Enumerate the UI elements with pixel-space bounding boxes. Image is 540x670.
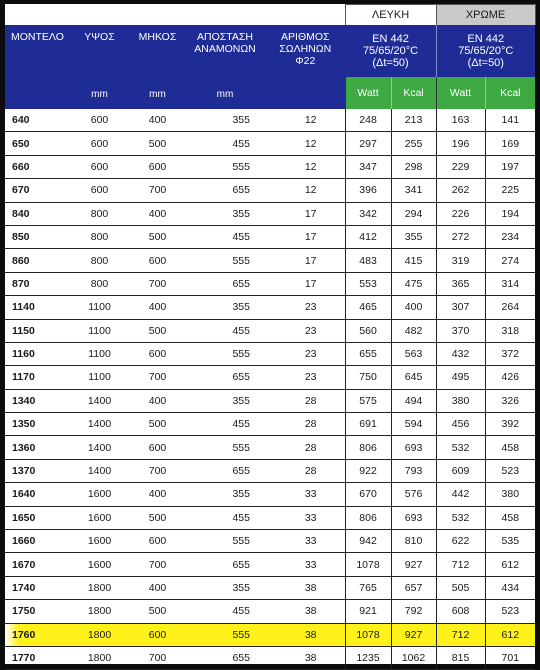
tubes-cell: 23 <box>266 296 345 319</box>
height-unit: mm <box>68 77 131 109</box>
chrome-watt-cell: 226 <box>436 202 485 225</box>
length-cell: 600 <box>131 436 184 459</box>
chrome-kcal-cell: 434 <box>485 576 535 599</box>
model-cell: 1650 <box>5 506 68 529</box>
white-kcal-cell: 475 <box>391 272 436 295</box>
tubes-cell: 17 <box>266 249 345 272</box>
tubes-cell: 33 <box>266 483 345 506</box>
tubes-cell: 17 <box>266 225 345 248</box>
model-cell: 1370 <box>5 459 68 482</box>
tubes-cell: 23 <box>266 342 345 365</box>
chrome-kcal-cell: 523 <box>485 459 535 482</box>
chrome-kcal-cell: 141 <box>485 109 535 132</box>
height-cell: 1100 <box>68 296 131 319</box>
chrome-watt-cell: 319 <box>436 249 485 272</box>
distance-cell: 455 <box>184 319 266 342</box>
tubes-cell: 12 <box>266 155 345 178</box>
chrome-kcal-cell: 458 <box>485 506 535 529</box>
height-cell: 1400 <box>68 389 131 412</box>
length-cell: 700 <box>131 459 184 482</box>
tubes-cell: 28 <box>266 389 345 412</box>
tubes-header <box>266 25 345 77</box>
white-norm-line2: 75/65/20°C <box>362 45 419 57</box>
chrome-watt-cell: 442 <box>436 483 485 506</box>
height-cell: 1100 <box>68 366 131 389</box>
white-watt-cell: 921 <box>345 600 391 623</box>
table-row <box>5 576 535 599</box>
white-watt-cell: 765 <box>345 576 391 599</box>
distance-cell: 655 <box>184 179 266 202</box>
length-cell: 400 <box>131 483 184 506</box>
length-cell: 500 <box>131 132 184 155</box>
chrome-norm-line2: 75/65/20°C <box>458 45 514 57</box>
height-header: ΥΨΟΣ <box>68 25 131 77</box>
chrome-watt-cell: 532 <box>436 506 485 529</box>
model-cell: 1640 <box>5 483 68 506</box>
chrome-watt-cell: 815 <box>436 646 485 669</box>
chrome-watt-cell: 229 <box>436 155 485 178</box>
white-watt-cell: 670 <box>345 483 391 506</box>
tubes-cell: 38 <box>266 600 345 623</box>
white-kcal-cell: 1062 <box>391 646 436 669</box>
tubes-cell: 23 <box>266 366 345 389</box>
white-kcal-cell: 255 <box>391 132 436 155</box>
height-cell: 1600 <box>68 483 131 506</box>
table-row <box>5 436 535 459</box>
height-cell: 600 <box>68 155 131 178</box>
length-cell: 500 <box>131 600 184 623</box>
table-row <box>5 342 535 365</box>
white-watt-cell: 248 <box>345 109 391 132</box>
table-row <box>5 319 535 342</box>
table-row <box>5 179 535 202</box>
units-header-row <box>5 77 535 109</box>
white-watt-cell: 942 <box>345 530 391 553</box>
tubes-cell: 38 <box>266 646 345 669</box>
distance-cell: 555 <box>184 530 266 553</box>
chrome-kcal-unit: Kcal <box>485 77 535 109</box>
table-row <box>5 506 535 529</box>
radiator-spec-table <box>5 4 536 670</box>
white-watt-cell: 465 <box>345 296 391 319</box>
white-kcal-cell: 341 <box>391 179 436 202</box>
tubes-header-line2: ΣΩΛΗΝΩΝ <box>279 43 332 55</box>
model-cell: 660 <box>5 155 68 178</box>
tubes-cell: 38 <box>266 576 345 599</box>
white-kcal-cell: 400 <box>391 296 436 319</box>
white-kcal-cell: 927 <box>391 623 436 646</box>
tubes-header-line1: ΑΡΙΘΜΟΣ <box>281 31 330 43</box>
chrome-norm-line3: (Δt=50) <box>467 57 504 69</box>
chrome-watt-cell: 163 <box>436 109 485 132</box>
length-cell: 500 <box>131 506 184 529</box>
chrome-norm-header <box>436 25 535 77</box>
length-cell: 400 <box>131 389 184 412</box>
white-watt-cell: 1235 <box>345 646 391 669</box>
model-cell: 650 <box>5 132 68 155</box>
white-kcal-cell: 594 <box>391 413 436 436</box>
tubes-cell: 12 <box>266 132 345 155</box>
length-cell: 700 <box>131 366 184 389</box>
distance-cell: 555 <box>184 623 266 646</box>
white-watt-cell: 297 <box>345 132 391 155</box>
distance-cell: 355 <box>184 202 266 225</box>
length-cell: 500 <box>131 225 184 248</box>
table-row <box>5 272 535 295</box>
chrome-kcal-cell: 194 <box>485 202 535 225</box>
chrome-kcal-cell: 380 <box>485 483 535 506</box>
distance-cell: 455 <box>184 132 266 155</box>
model-cell: 640 <box>5 109 68 132</box>
chrome-kcal-cell: 426 <box>485 366 535 389</box>
height-cell: 1600 <box>68 506 131 529</box>
height-cell: 600 <box>68 179 131 202</box>
white-watt-cell: 1078 <box>345 623 391 646</box>
table-body <box>5 109 535 670</box>
white-watt-cell: 342 <box>345 202 391 225</box>
model-cell: 860 <box>5 249 68 272</box>
length-unit: mm <box>131 77 184 109</box>
white-kcal-cell: 810 <box>391 530 436 553</box>
height-cell: 1800 <box>68 623 131 646</box>
model-cell: 1670 <box>5 553 68 576</box>
model-cell: 1750 <box>5 600 68 623</box>
table-row <box>5 296 535 319</box>
distance-cell: 355 <box>184 576 266 599</box>
tubes-cell: 12 <box>266 179 345 202</box>
chrome-kcal-cell: 458 <box>485 436 535 459</box>
chrome-watt-cell: 365 <box>436 272 485 295</box>
distance-cell: 455 <box>184 506 266 529</box>
chrome-kcal-cell: 326 <box>485 389 535 412</box>
white-kcal-cell: 482 <box>391 319 436 342</box>
table-row <box>5 553 535 576</box>
table-row <box>5 600 535 623</box>
table-row <box>5 225 535 248</box>
length-header: ΜΗΚΟΣ <box>131 25 184 77</box>
distance-cell: 655 <box>184 366 266 389</box>
chrome-kcal-cell: 264 <box>485 296 535 319</box>
model-header: ΜΟΝΤΕΛΟ <box>5 25 68 77</box>
white-watt-cell: 691 <box>345 413 391 436</box>
white-kcal-cell: 415 <box>391 249 436 272</box>
white-kcal-cell: 355 <box>391 225 436 248</box>
distance-cell: 355 <box>184 296 266 319</box>
length-cell: 400 <box>131 109 184 132</box>
tubes-cell: 23 <box>266 319 345 342</box>
table-row <box>5 155 535 178</box>
chrome-watt-cell: 712 <box>436 553 485 576</box>
white-watt-cell: 412 <box>345 225 391 248</box>
chrome-kcal-cell: 701 <box>485 646 535 669</box>
distance-cell: 355 <box>184 389 266 412</box>
distance-cell: 455 <box>184 225 266 248</box>
distance-cell: 555 <box>184 436 266 459</box>
height-cell: 1100 <box>68 319 131 342</box>
white-watt-cell: 806 <box>345 506 391 529</box>
white-watt-cell: 806 <box>345 436 391 459</box>
white-kcal-cell: 792 <box>391 600 436 623</box>
chrome-kcal-cell: 314 <box>485 272 535 295</box>
length-cell: 400 <box>131 576 184 599</box>
chrome-group-label: ΧΡΩΜΕ <box>436 5 535 26</box>
spec-sheet <box>5 4 535 664</box>
table-row <box>5 530 535 553</box>
height-cell: 1600 <box>68 553 131 576</box>
model-cell: 1770 <box>5 646 68 669</box>
chrome-kcal-cell: 392 <box>485 413 535 436</box>
chrome-kcal-cell: 612 <box>485 623 535 646</box>
tubes-cell: 33 <box>266 506 345 529</box>
length-cell: 600 <box>131 342 184 365</box>
chrome-watt-cell: 532 <box>436 436 485 459</box>
tubes-cell: 17 <box>266 202 345 225</box>
distance-cell: 355 <box>184 483 266 506</box>
tubes-cell: 28 <box>266 459 345 482</box>
distance-header-line2: ΑΝΑΜΟΝΩΝ <box>194 43 256 55</box>
chrome-kcal-cell: 169 <box>485 132 535 155</box>
white-watt-cell: 575 <box>345 389 391 412</box>
chrome-kcal-cell: 523 <box>485 600 535 623</box>
chrome-watt-cell: 609 <box>436 459 485 482</box>
white-watt-cell: 560 <box>345 319 391 342</box>
table-row <box>5 389 535 412</box>
distance-cell: 655 <box>184 459 266 482</box>
white-watt-cell: 922 <box>345 459 391 482</box>
length-cell: 700 <box>131 646 184 669</box>
model-cell: 1150 <box>5 319 68 342</box>
white-kcal-cell: 693 <box>391 436 436 459</box>
chrome-watt-cell: 380 <box>436 389 485 412</box>
white-watt-cell: 1078 <box>345 553 391 576</box>
white-kcal-cell: 298 <box>391 155 436 178</box>
model-cell: 670 <box>5 179 68 202</box>
length-cell: 400 <box>131 202 184 225</box>
tubes-header-line3: Φ22 <box>295 55 316 67</box>
length-cell: 600 <box>131 249 184 272</box>
height-cell: 1800 <box>68 646 131 669</box>
chrome-watt-cell: 495 <box>436 366 485 389</box>
distance-cell: 655 <box>184 272 266 295</box>
chrome-watt-cell: 712 <box>436 623 485 646</box>
column-header-row <box>5 25 535 77</box>
model-cell: 850 <box>5 225 68 248</box>
tubes-cell: 28 <box>266 436 345 459</box>
chrome-watt-cell: 608 <box>436 600 485 623</box>
white-norm-line3: (Δt=50) <box>372 57 409 69</box>
model-cell: 1340 <box>5 389 68 412</box>
height-cell: 1400 <box>68 413 131 436</box>
distance-cell: 655 <box>184 646 266 669</box>
model-cell: 1140 <box>5 296 68 319</box>
white-watt-cell: 483 <box>345 249 391 272</box>
height-cell: 1400 <box>68 436 131 459</box>
length-cell: 500 <box>131 319 184 342</box>
length-cell: 700 <box>131 179 184 202</box>
white-group-label: ΛΕΥΚΗ <box>345 5 436 26</box>
white-kcal-cell: 576 <box>391 483 436 506</box>
table-row <box>5 132 535 155</box>
chrome-kcal-cell: 318 <box>485 319 535 342</box>
height-cell: 800 <box>68 249 131 272</box>
group-header-row <box>5 5 535 26</box>
chrome-norm-line1: EN 442 <box>467 33 505 45</box>
white-watt-cell: 396 <box>345 179 391 202</box>
chrome-kcal-cell: 612 <box>485 553 535 576</box>
height-cell: 600 <box>68 109 131 132</box>
height-cell: 1600 <box>68 530 131 553</box>
white-kcal-cell: 693 <box>391 506 436 529</box>
distance-cell: 455 <box>184 413 266 436</box>
tubes-cell: 12 <box>266 109 345 132</box>
length-cell: 400 <box>131 296 184 319</box>
height-cell: 600 <box>68 132 131 155</box>
model-cell: 1350 <box>5 413 68 436</box>
model-cell: 1760 <box>5 623 68 646</box>
white-watt-cell: 750 <box>345 366 391 389</box>
white-kcal-cell: 494 <box>391 389 436 412</box>
tubes-cell: 38 <box>266 623 345 646</box>
length-cell: 600 <box>131 623 184 646</box>
distance-cell: 655 <box>184 553 266 576</box>
white-kcal-cell: 563 <box>391 342 436 365</box>
chrome-watt-cell: 262 <box>436 179 485 202</box>
height-cell: 800 <box>68 225 131 248</box>
model-cell: 1360 <box>5 436 68 459</box>
table-row <box>5 202 535 225</box>
tubes-cell: 33 <box>266 553 345 576</box>
chrome-watt-cell: 505 <box>436 576 485 599</box>
white-watt-cell: 553 <box>345 272 391 295</box>
chrome-watt-cell: 196 <box>436 132 485 155</box>
table-row <box>5 366 535 389</box>
distance-cell: 555 <box>184 342 266 365</box>
height-cell: 1800 <box>68 600 131 623</box>
white-kcal-cell: 657 <box>391 576 436 599</box>
table-row <box>5 249 535 272</box>
model-cell: 870 <box>5 272 68 295</box>
chrome-kcal-cell: 225 <box>485 179 535 202</box>
chrome-watt-cell: 370 <box>436 319 485 342</box>
height-cell: 800 <box>68 272 131 295</box>
height-cell: 1800 <box>68 576 131 599</box>
white-norm-header <box>345 25 436 77</box>
chrome-watt-cell: 432 <box>436 342 485 365</box>
chrome-watt-unit: Watt <box>436 77 485 109</box>
tubes-cell: 28 <box>266 413 345 436</box>
length-cell: 700 <box>131 553 184 576</box>
chrome-kcal-cell: 197 <box>485 155 535 178</box>
length-cell: 600 <box>131 155 184 178</box>
table-row <box>5 646 535 669</box>
distance-header <box>184 25 266 77</box>
white-kcal-cell: 645 <box>391 366 436 389</box>
model-cell: 840 <box>5 202 68 225</box>
distance-header-line1: ΑΠΟΣΤΑΣΗ <box>197 31 253 43</box>
white-watt-cell: 347 <box>345 155 391 178</box>
model-cell: 1170 <box>5 366 68 389</box>
highlighted-table-row <box>5 623 535 646</box>
white-kcal-unit: Kcal <box>391 77 436 109</box>
distance-cell: 355 <box>184 109 266 132</box>
height-cell: 1100 <box>68 342 131 365</box>
length-cell: 700 <box>131 272 184 295</box>
white-norm-line1: EN 442 <box>372 33 409 45</box>
tubes-cell: 33 <box>266 530 345 553</box>
distance-cell: 555 <box>184 249 266 272</box>
chrome-watt-cell: 307 <box>436 296 485 319</box>
chrome-watt-cell: 622 <box>436 530 485 553</box>
height-cell: 1400 <box>68 459 131 482</box>
chrome-watt-cell: 456 <box>436 413 485 436</box>
chrome-kcal-cell: 372 <box>485 342 535 365</box>
table-row <box>5 413 535 436</box>
length-cell: 600 <box>131 530 184 553</box>
white-kcal-cell: 294 <box>391 202 436 225</box>
white-watt-cell: 655 <box>345 342 391 365</box>
chrome-watt-cell: 272 <box>436 225 485 248</box>
chrome-kcal-cell: 234 <box>485 225 535 248</box>
table-row <box>5 109 535 132</box>
model-cell: 1160 <box>5 342 68 365</box>
chrome-kcal-cell: 535 <box>485 530 535 553</box>
white-kcal-cell: 793 <box>391 459 436 482</box>
model-cell: 1740 <box>5 576 68 599</box>
distance-unit: mm <box>184 77 266 109</box>
white-kcal-cell: 213 <box>391 109 436 132</box>
distance-cell: 455 <box>184 600 266 623</box>
table-row <box>5 459 535 482</box>
distance-cell: 555 <box>184 155 266 178</box>
table-row <box>5 483 535 506</box>
white-watt-unit: Watt <box>345 77 391 109</box>
length-cell: 500 <box>131 413 184 436</box>
chrome-kcal-cell: 274 <box>485 249 535 272</box>
model-cell: 1660 <box>5 530 68 553</box>
white-kcal-cell: 927 <box>391 553 436 576</box>
tubes-cell: 17 <box>266 272 345 295</box>
height-cell: 800 <box>68 202 131 225</box>
